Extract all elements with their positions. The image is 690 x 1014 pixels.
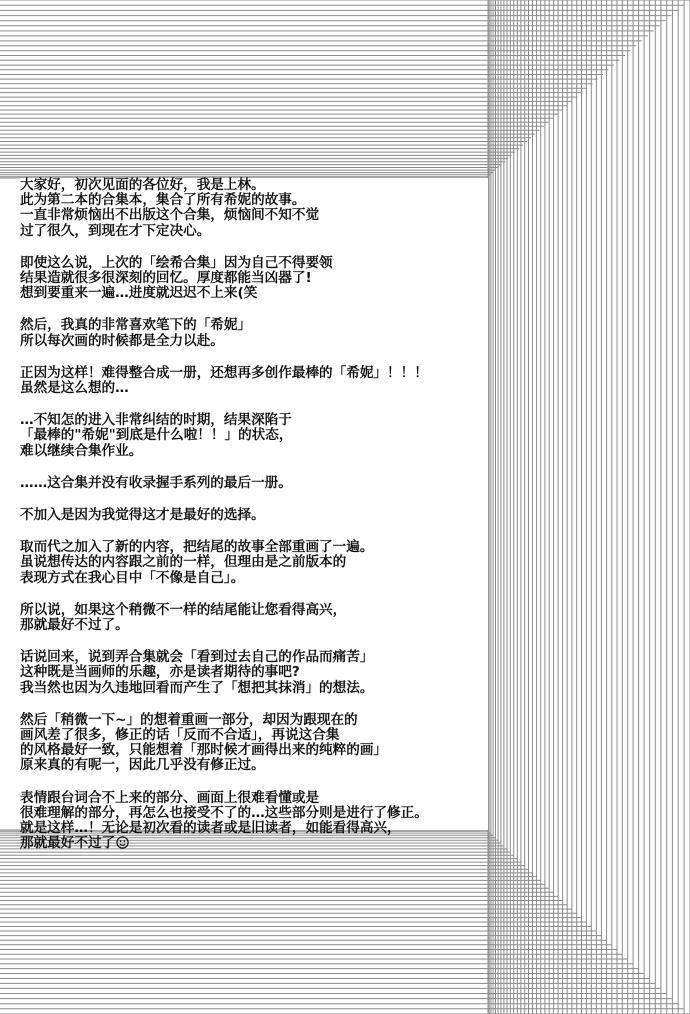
text-line: 结果造就很多很深刻的回忆。厚度都能当凶器了! [20,270,312,287]
text-line: 这种既是当画师的乐趣，亦是读者期待的事吧? [20,664,300,681]
smiley-icon [116,836,129,849]
text-line: 过了很久，到现在才下定决心。 [20,222,211,239]
text-line: 想到要重来一遍…进度就迟迟不上来(笑 [20,285,258,302]
text-line: 话说回来，说到弄合集就会「看到过去自己的作品而痛苦」 [20,649,374,666]
text-line: 画风差了很多，修正的话「反而不合适」，再说这合集 [20,727,340,744]
paragraph-struggle [20,413,488,459]
text-line: 正因为这样！难得整合成一册，还想再多创作最棒的「希妮」！！！ [20,364,428,381]
text-line: 就是这样…！无论是初次看的读者或是旧读者，如能看得高兴， [20,820,401,837]
text-line: 所以说，如果这个稍微不一样的结尾能让您看得高兴， [20,601,347,618]
text-line: 一直非常烦恼出不出版这个合集，烦恼间不知不觉 [20,207,320,224]
text-line: 我当然也因为久违地回看而产生了「想把其抹消」的想法。 [20,679,374,696]
text-line: 表情跟台词合不上来的部分、画面上很难看懂或是 [20,789,320,806]
text-line: ……这合集并没有收录握手系列的最后一册。 [20,474,292,491]
paragraph-previous-collection [20,256,488,302]
afterword-text-block [20,177,488,852]
text-line: 虽说想传达的内容跟之前的一样，但理由是之前版本的 [20,554,347,571]
text-line: 不加入是因为我觉得这才是最好的选择。 [20,507,265,524]
text-line: 虽然是这么想的… [20,380,129,397]
text-line: …不知怎的进入非常纠结的时期，结果深陷于 [20,412,292,429]
text-line: 大家好，初次见面的各位好，我是上林。 [20,177,265,193]
text-line: 然后「稍微一下~」的想着重画一部分，却因为跟现在的 [20,711,358,728]
text-line: 难以继续合集作业。 [20,442,143,459]
text-line: 「最棒的"希妮"到底是什么啦！！」的状态， [20,427,293,444]
text-line: 那就最好不过了 [20,836,488,851]
text-line: 即使这么说，上次的「绘希合集」因为自己不得要领 [20,254,333,271]
text-line: 原来真的有呢一，因此几乎没有修正过。 [20,757,265,774]
paragraph-hope-enjoy [20,603,488,633]
text-line: 很难理解的部分，再怎么也接受不了的…这些部分则是进行了修正。 [20,804,428,821]
text-line: 此为第二本的合集本，集合了所有希妮的故事。 [20,192,306,209]
paragraph-closing [20,791,488,852]
text-line: 表现方式在我心目中「不像是自己」。 [20,569,245,586]
paragraph-best-choice [20,508,488,523]
text-line: 然后，我真的非常喜欢笔下的「希妮」 [20,317,252,334]
paragraph-not-included [20,476,488,491]
text-line: 的风格最好一致，只能想着「那时候才画得出来的纯粹的画」 [20,742,388,759]
paragraph-intro [20,178,488,239]
paragraph-best-character [20,366,488,396]
paragraph-partial-redraw [20,713,488,774]
paragraph-love-character [20,318,488,348]
paragraph-redrawn-ending [20,540,488,586]
text-line: 那就最好不过了。 [20,617,129,634]
paragraph-looking-back [20,650,488,696]
text-line: 所以每次画的时候都是全力以赴。 [20,332,224,349]
text-line: 取而代之加入了新的内容，把结尾的故事全部重画了一遍。 [20,539,374,556]
